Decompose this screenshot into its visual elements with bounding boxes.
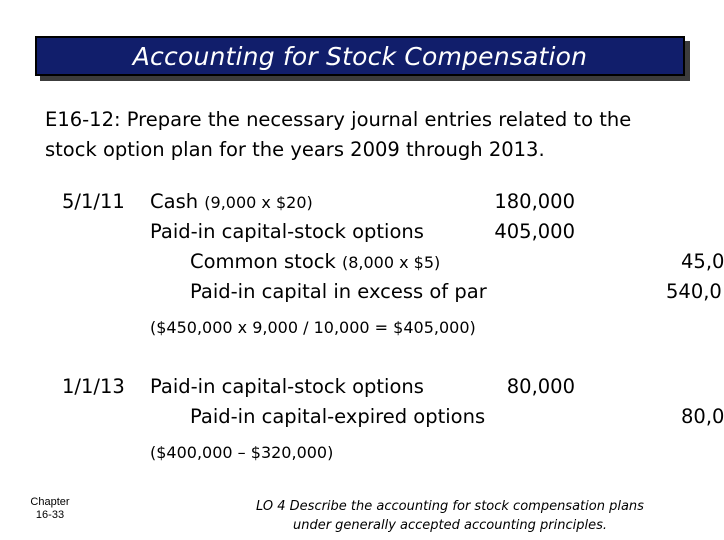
entry1-note: ($450,000 x 9,000 / 10,000 = $405,000) [150, 318, 476, 337]
entry1-cash-debit: 180,000 [494, 190, 575, 213]
chapter-page: 16-33 [35, 509, 65, 521]
entry2-pic-options-debit: 80,000 [506, 375, 575, 398]
chapter-label [15, 496, 85, 522]
entry1-date: 5/1/11 [62, 190, 125, 213]
entry2-account-pic-options: Paid-in capital-stock options [150, 375, 424, 398]
entry1-cash-detail: (9,000 x $20) [204, 193, 313, 212]
chapter-label-text: Chapter [30, 496, 70, 508]
exercise-code: E16-12 [45, 108, 114, 131]
lo-line-1: LO 4 Describe the accounting for stock compensation plans [256, 499, 644, 514]
entry1-account-pic-excess: Paid-in capital in excess of par [190, 280, 487, 303]
entry2-note: ($400,000 – $320,000) [150, 443, 334, 462]
entry2-date: 1/1/13 [62, 375, 125, 398]
exercise-line-2: stock option plan for the years 2009 through 2013. [45, 138, 545, 161]
entry1-line1 [150, 190, 313, 213]
learning-objective [200, 497, 700, 535]
entry1-common-detail: (8,000 x $5) [341, 253, 441, 272]
entry1-line3 [190, 250, 440, 273]
exercise-line-1 [45, 108, 631, 131]
entry1-account-cash: Cash [150, 190, 199, 213]
lo-line-2: under generally accepted accounting principles. [292, 518, 608, 533]
title-banner [35, 36, 685, 76]
slide-title: Accounting for Stock Compensation [132, 41, 588, 71]
entry1-account-common-stock: Common stock [190, 250, 336, 273]
entry1-account-pic-options: Paid-in capital-stock options [150, 220, 424, 243]
entry1-pic-options-debit: 405,000 [494, 220, 575, 243]
exercise-text-1: : Prepare the necessary journal entries related to the [113, 108, 632, 131]
entry1-common-credit: 45,0 [681, 250, 724, 273]
entry2-pic-expired-credit: 80,0 [681, 405, 724, 428]
entry1-pic-excess-credit: 540,0 [666, 280, 722, 303]
entry2-account-pic-expired: Paid-in capital-expired options [190, 405, 486, 428]
